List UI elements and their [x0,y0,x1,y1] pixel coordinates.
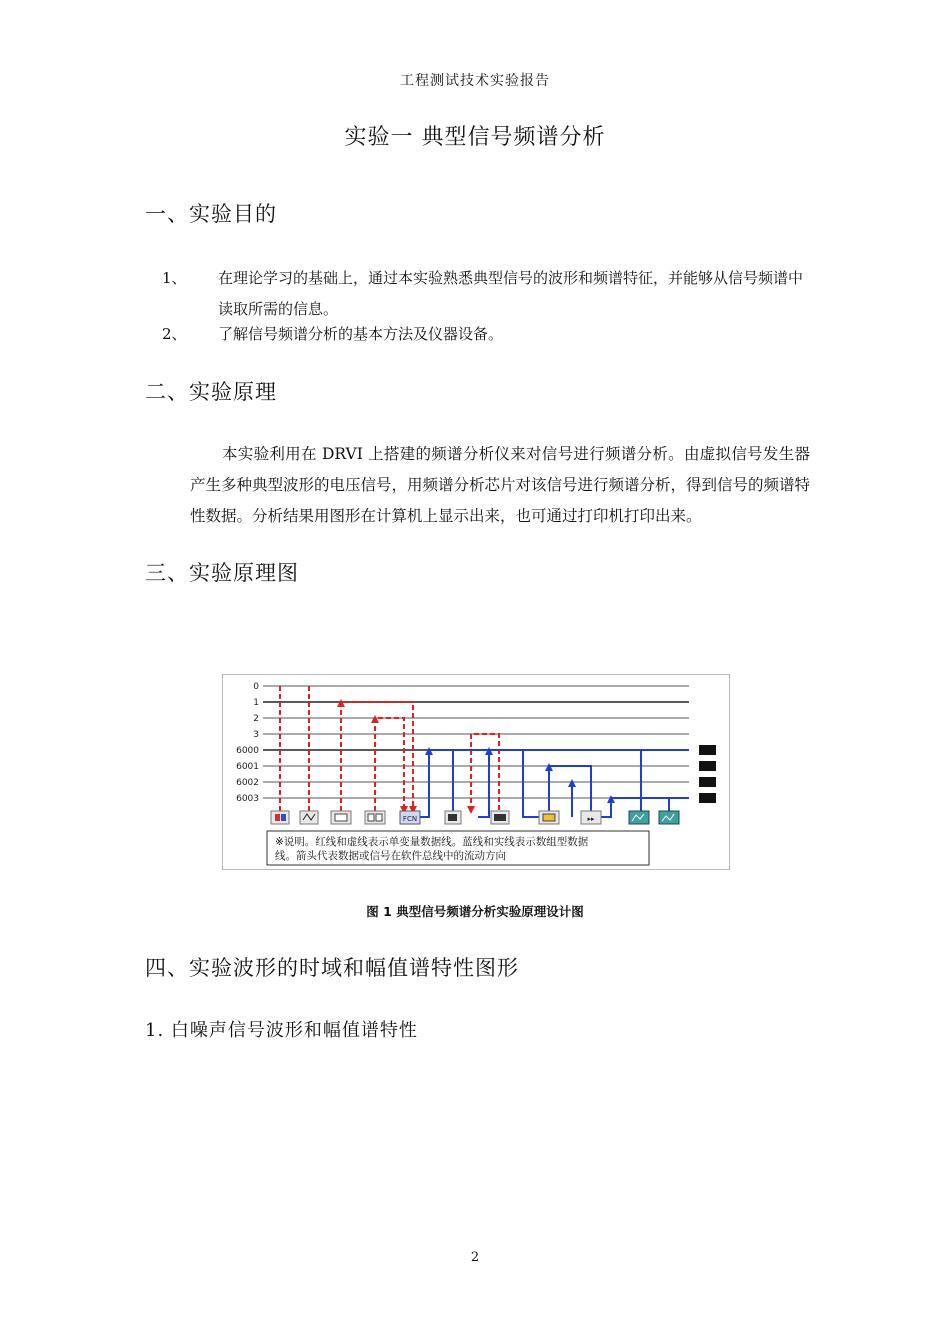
objective-number: 1、 [162,269,187,287]
bus-label: 1 [253,698,259,708]
graph-icon [659,811,679,824]
bus-lines [263,686,689,798]
split-panel-icon [365,811,385,824]
bus-label: 6002 [236,778,259,788]
diagram-svg [223,675,729,869]
note-line-1: ※说明。红线和虚线表示单变量数据线。蓝线和实线表示数组型数据 [275,836,589,848]
controller-icon [581,811,601,824]
bus-label: 3 [253,730,259,740]
subsection-heading: 1. 白噪声信号波形和幅值谱特性 [145,1020,418,1041]
bus-label: 6000 [236,746,259,756]
chip-icon [445,811,461,824]
principle-diagram [222,674,730,870]
bus-label: 0 [253,682,259,692]
svg-text:▸▸: ▸▸ [587,815,595,823]
principle-paragraph: 本实验利用在 DRVI 上搭建的频谱分析仪来对信号进行频谱分析。由虚拟信号发生器产生多种典型波形的电压信号，用频谱分析芯片对该信号进行频谱分析，得到信号的频谱特性数据。分析结果用图形在计算机上显示出来，也可通过打印机打印出来。 [190,445,811,525]
display-icon [539,811,559,824]
panel-icon [331,811,351,824]
section-heading-objectives: 一、实验目的 [145,202,277,226]
section-heading-waveforms: 四、实验波形的时域和幅值谱特性图形 [145,956,519,980]
component-icons [271,811,679,824]
page-number: 2 [470,1250,480,1265]
svg-text:FCN: FCN [402,815,418,823]
bus-terminal [699,745,716,755]
bus-label: 6003 [236,794,259,804]
bus-terminal [699,761,716,771]
red-data-lines [280,686,499,811]
objective-text: 在理论学习的基础上，通过本实验熟悉典型信号的波形和频谱特征，并能够从信号频谱中读取所需的信息。 [218,269,804,318]
bus-terminal [699,793,716,803]
objective-item-2 [162,319,815,350]
red-arrowheads [337,699,475,814]
bus-label: 6001 [236,762,259,772]
wave-icon [300,811,318,824]
bus-label: 2 [253,714,259,724]
fcn-icon [400,811,420,824]
note-line-2: 线。箭头代表数据或信号在软件总线中的流动方向 [275,850,506,862]
fft-icon [629,811,649,824]
bus-terminal [699,777,716,787]
page-header: 工程测试技术实验报告 [400,73,550,89]
power-icon [271,811,289,824]
blue-data-lines [415,750,689,817]
knob-icon [491,811,509,824]
document-title: 实验一 典型信号频谱分析 [344,125,606,150]
objective-item-1 [162,263,815,325]
section-heading-diagram: 三、实验原理图 [145,561,299,585]
objective-number: 2、 [162,325,187,343]
section-heading-principle: 二、实验原理 [145,380,277,404]
figure-caption: 图 1 典型信号频谱分析实验原理设计图 [366,904,584,919]
objective-text: 了解信号频谱分析的基本方法及仪器设备。 [218,325,504,343]
